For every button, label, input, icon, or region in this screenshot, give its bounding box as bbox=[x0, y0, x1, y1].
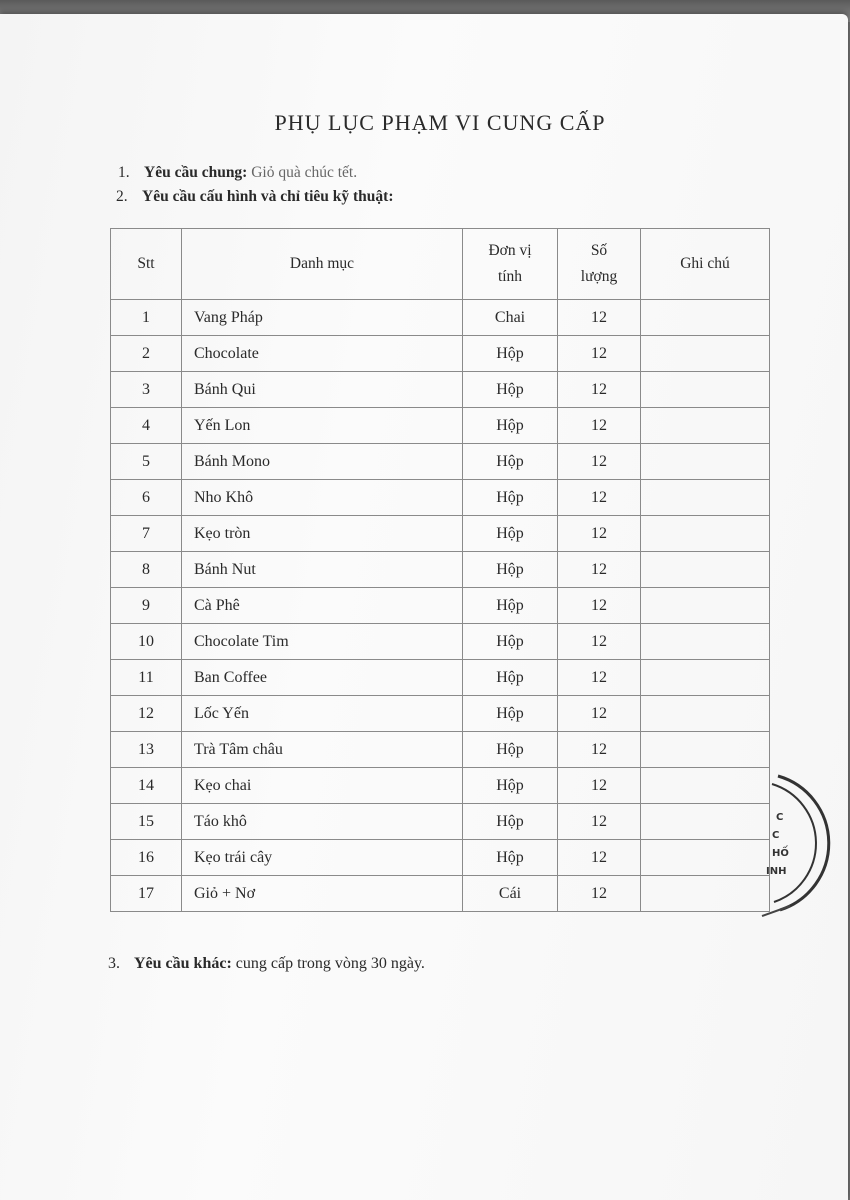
cell-qty: 12 bbox=[558, 696, 641, 732]
header-unit-line1: Đơn vị bbox=[488, 242, 532, 259]
cell-note bbox=[641, 336, 770, 372]
table-row bbox=[111, 696, 770, 732]
cell-name: Ban Coffee bbox=[182, 660, 463, 696]
cell-name: Bánh Mono bbox=[182, 444, 463, 480]
table-row bbox=[111, 480, 770, 516]
cell-name: Vang Pháp bbox=[182, 300, 463, 336]
cell-qty: 12 bbox=[558, 516, 641, 552]
cell-unit: Hộp bbox=[463, 480, 558, 516]
cell-note bbox=[641, 588, 770, 624]
cell-stt: 5 bbox=[111, 444, 182, 480]
stamp-text: C bbox=[772, 830, 780, 841]
cell-note bbox=[641, 372, 770, 408]
cell-name: Bánh Qui bbox=[182, 372, 463, 408]
cell-unit: Hộp bbox=[463, 624, 558, 660]
page-title: PHỤ LỤC PHẠM VI CUNG CẤP bbox=[274, 110, 606, 135]
cell-stt: 1 bbox=[111, 300, 182, 336]
document-page bbox=[0, 14, 848, 1200]
requirement-number: 2. bbox=[116, 188, 128, 205]
requirement-number: 1. bbox=[118, 164, 130, 181]
table-row bbox=[111, 732, 770, 768]
cell-unit: Hộp bbox=[463, 408, 558, 444]
cell-unit: Hộp bbox=[463, 732, 558, 768]
cell-stt: 3 bbox=[111, 372, 182, 408]
cell-name: Giỏ + Nơ bbox=[182, 876, 463, 912]
cell-stt: 8 bbox=[111, 552, 182, 588]
cell-unit: Hộp bbox=[463, 588, 558, 624]
cell-qty: 12 bbox=[558, 300, 641, 336]
header-qty-line1: Số bbox=[590, 242, 608, 259]
header-qty-line2: lượng bbox=[580, 268, 618, 285]
requirement-value: Giỏ quà chúc tết. bbox=[251, 164, 358, 181]
cell-stt: 9 bbox=[111, 588, 182, 624]
cell-unit: Cái bbox=[463, 876, 558, 912]
cell-name: Nho Khô bbox=[182, 480, 463, 516]
cell-stt: 16 bbox=[111, 840, 182, 876]
cell-unit: Hộp bbox=[463, 372, 558, 408]
requirement-general bbox=[118, 164, 357, 182]
cell-name: Chocolate bbox=[182, 336, 463, 372]
cell-qty: 12 bbox=[558, 552, 641, 588]
cell-qty: 12 bbox=[558, 408, 641, 444]
cell-unit: Hộp bbox=[463, 552, 558, 588]
cell-name: Trà Tâm châu bbox=[182, 732, 463, 768]
stamp-text: HỐ bbox=[772, 848, 789, 859]
cell-qty: 12 bbox=[558, 372, 641, 408]
cell-name: Kẹo trái cây bbox=[182, 840, 463, 876]
cell-name: Bánh Nut bbox=[182, 552, 463, 588]
partial-stamp bbox=[750, 770, 850, 920]
requirement-specs bbox=[116, 188, 393, 206]
cell-unit: Hộp bbox=[463, 804, 558, 840]
stamp-text: INH bbox=[766, 866, 787, 877]
requirement-other bbox=[108, 955, 425, 973]
cell-qty: 12 bbox=[558, 660, 641, 696]
table-row bbox=[111, 660, 770, 696]
cell-note bbox=[641, 516, 770, 552]
cell-note bbox=[641, 552, 770, 588]
cell-qty: 12 bbox=[558, 804, 641, 840]
cell-stt: 10 bbox=[111, 624, 182, 660]
cell-stt: 13 bbox=[111, 732, 182, 768]
cell-name: Kẹo tròn bbox=[182, 516, 463, 552]
cell-note bbox=[641, 696, 770, 732]
header-name: Danh mục bbox=[182, 229, 463, 300]
cell-qty: 12 bbox=[558, 732, 641, 768]
table-row bbox=[111, 840, 770, 876]
cell-name: Lốc Yến bbox=[182, 696, 463, 732]
cell-note bbox=[641, 444, 770, 480]
cell-unit: Hộp bbox=[463, 696, 558, 732]
cell-note bbox=[641, 732, 770, 768]
requirement-value: cung cấp trong vòng 30 ngày. bbox=[235, 955, 425, 972]
table-row bbox=[111, 876, 770, 912]
header-unit bbox=[463, 229, 558, 300]
cell-note bbox=[641, 480, 770, 516]
cell-note bbox=[641, 300, 770, 336]
requirement-label: Yêu cầu cấu hình và chỉ tiêu kỹ thuật: bbox=[142, 188, 394, 205]
table-row bbox=[111, 336, 770, 372]
cell-note bbox=[641, 624, 770, 660]
cell-name: Táo khô bbox=[182, 804, 463, 840]
table-row bbox=[111, 516, 770, 552]
table-row bbox=[111, 444, 770, 480]
cell-unit: Hộp bbox=[463, 840, 558, 876]
cell-qty: 12 bbox=[558, 624, 641, 660]
cell-name: Yến Lon bbox=[182, 408, 463, 444]
cell-unit: Hộp bbox=[463, 336, 558, 372]
cell-stt: 2 bbox=[111, 336, 182, 372]
cell-stt: 6 bbox=[111, 480, 182, 516]
cell-qty: 12 bbox=[558, 444, 641, 480]
header-stt: Stt bbox=[111, 229, 182, 300]
cell-stt: 15 bbox=[111, 804, 182, 840]
cell-qty: 12 bbox=[558, 480, 641, 516]
table-row bbox=[111, 804, 770, 840]
cell-note bbox=[641, 408, 770, 444]
table-row bbox=[111, 552, 770, 588]
cell-note bbox=[641, 660, 770, 696]
requirement-label: Yêu cầu khác: bbox=[134, 955, 232, 972]
cell-stt: 14 bbox=[111, 768, 182, 804]
table-row bbox=[111, 372, 770, 408]
cell-stt: 4 bbox=[111, 408, 182, 444]
cell-qty: 12 bbox=[558, 876, 641, 912]
cell-unit: Hộp bbox=[463, 768, 558, 804]
header-qty bbox=[558, 229, 641, 300]
requirement-label: Yêu cầu chung: bbox=[144, 164, 248, 181]
stamp-text: C bbox=[776, 812, 784, 823]
cell-unit: Hộp bbox=[463, 516, 558, 552]
items-table bbox=[110, 228, 770, 912]
cell-name: Kẹo chai bbox=[182, 768, 463, 804]
table-header-row bbox=[111, 229, 770, 300]
header-unit-line2: tính bbox=[497, 268, 523, 285]
table-row bbox=[111, 624, 770, 660]
table-row bbox=[111, 768, 770, 804]
cell-qty: 12 bbox=[558, 768, 641, 804]
stamp-rings-icon bbox=[750, 770, 850, 920]
table-row bbox=[111, 300, 770, 336]
header-note: Ghi chú bbox=[641, 229, 770, 300]
cell-stt: 7 bbox=[111, 516, 182, 552]
cell-stt: 17 bbox=[111, 876, 182, 912]
cell-qty: 12 bbox=[558, 588, 641, 624]
cell-stt: 12 bbox=[111, 696, 182, 732]
cell-name: Chocolate Tim bbox=[182, 624, 463, 660]
cell-stt: 11 bbox=[111, 660, 182, 696]
cell-qty: 12 bbox=[558, 336, 641, 372]
requirement-number: 3. bbox=[108, 955, 120, 972]
cell-unit: Chai bbox=[463, 300, 558, 336]
cell-qty: 12 bbox=[558, 840, 641, 876]
table-row bbox=[111, 588, 770, 624]
table-row bbox=[111, 408, 770, 444]
cell-name: Cà Phê bbox=[182, 588, 463, 624]
cell-unit: Hộp bbox=[463, 660, 558, 696]
cell-unit: Hộp bbox=[463, 444, 558, 480]
